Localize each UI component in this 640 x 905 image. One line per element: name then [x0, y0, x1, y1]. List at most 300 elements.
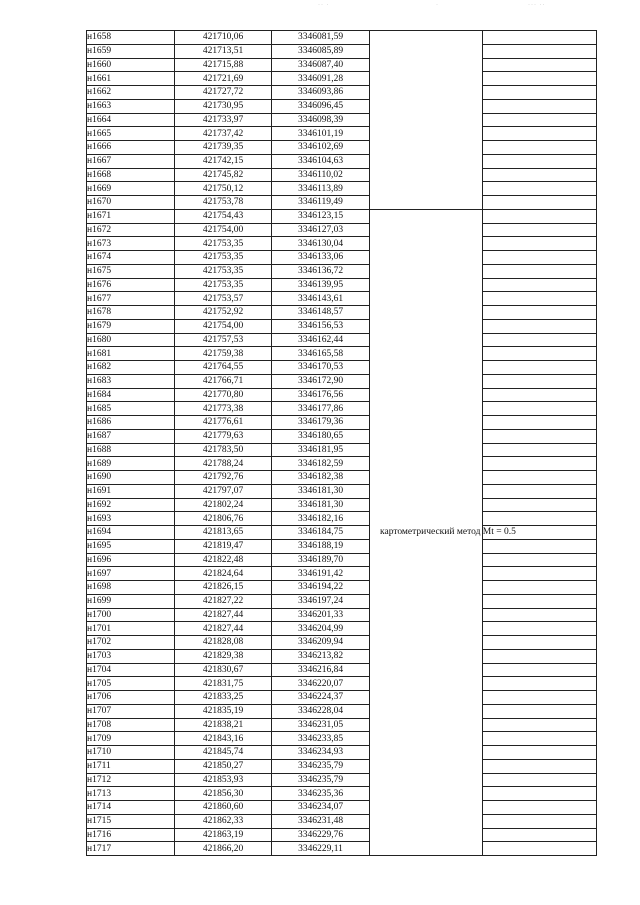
- table-row: [87, 801, 597, 815]
- point-id-cell: н1711: [87, 759, 175, 773]
- empty-cell: [483, 361, 597, 375]
- x-coordinate-cell: 421753,57: [175, 292, 272, 306]
- x-coordinate-cell: 421831,75: [175, 677, 272, 691]
- x-coordinate-cell: 421739,35: [175, 141, 272, 155]
- table-row: [87, 237, 597, 251]
- point-id-cell: н1697: [87, 567, 175, 581]
- y-coordinate-cell: 3346172,90: [272, 374, 370, 388]
- x-coordinate-cell: 421802,24: [175, 498, 272, 512]
- x-coordinate-cell: 421776,61: [175, 416, 272, 430]
- empty-cell: [483, 31, 597, 45]
- empty-cell: [483, 113, 597, 127]
- x-coordinate-cell: 421754,43: [175, 209, 272, 223]
- table-row: [87, 319, 597, 333]
- x-coordinate-cell: 421824,64: [175, 567, 272, 581]
- point-id-cell: н1684: [87, 388, 175, 402]
- empty-cell: [483, 512, 597, 526]
- x-coordinate-cell: 421863,19: [175, 828, 272, 842]
- table-row: [87, 86, 597, 100]
- table-row: [87, 704, 597, 718]
- point-id-cell: н1717: [87, 842, 175, 856]
- y-coordinate-cell: 3346224,37: [272, 691, 370, 705]
- empty-cell: [483, 251, 597, 265]
- y-coordinate-cell: 3346188,19: [272, 539, 370, 553]
- point-id-cell: н1703: [87, 649, 175, 663]
- y-coordinate-cell: 3346127,03: [272, 223, 370, 237]
- method-cell: [370, 209, 516, 855]
- table-row: [87, 828, 597, 842]
- empty-cell: [483, 471, 597, 485]
- y-coordinate-cell: 3346182,38: [272, 471, 370, 485]
- y-coordinate-cell: 3346176,56: [272, 388, 370, 402]
- y-coordinate-cell: 3346201,33: [272, 608, 370, 622]
- table-row: [87, 223, 597, 237]
- empty-cell: [483, 99, 597, 113]
- empty-cell: [483, 553, 597, 567]
- empty-cell: [483, 72, 597, 86]
- point-id-cell: н1699: [87, 594, 175, 608]
- table-row: [87, 388, 597, 402]
- point-id-cell: н1689: [87, 457, 175, 471]
- x-coordinate-cell: 421853,93: [175, 773, 272, 787]
- table-row: [87, 787, 597, 801]
- table-row: [87, 306, 597, 320]
- point-id-cell: н1686: [87, 416, 175, 430]
- table-row: [87, 539, 597, 553]
- y-coordinate-cell: 3346182,16: [272, 512, 370, 526]
- point-id-cell: н1690: [87, 471, 175, 485]
- y-coordinate-cell: 3346228,04: [272, 704, 370, 718]
- y-coordinate-cell: 3346209,94: [272, 636, 370, 650]
- empty-cell: [483, 141, 597, 155]
- table-row: [87, 44, 597, 58]
- empty-cell: [483, 622, 597, 636]
- table-row: [87, 251, 597, 265]
- y-coordinate-cell: 3346104,63: [272, 154, 370, 168]
- point-id-cell: н1677: [87, 292, 175, 306]
- table-row: [87, 361, 597, 375]
- table-row: [87, 622, 597, 636]
- point-id-cell: н1676: [87, 278, 175, 292]
- coordinates-table-body: [87, 31, 597, 856]
- y-coordinate-cell: 3346148,57: [272, 306, 370, 320]
- point-id-cell: н1682: [87, 361, 175, 375]
- y-coordinate-cell: 3346162,44: [272, 333, 370, 347]
- y-coordinate-cell: 3346189,70: [272, 553, 370, 567]
- y-coordinate-cell: 3346091,28: [272, 72, 370, 86]
- empty-cell: [483, 264, 597, 278]
- empty-cell: [483, 86, 597, 100]
- point-id-cell: н1704: [87, 663, 175, 677]
- table-row: [87, 72, 597, 86]
- x-coordinate-cell: 421850,27: [175, 759, 272, 773]
- y-coordinate-cell: 3346233,85: [272, 732, 370, 746]
- x-coordinate-cell: 421862,33: [175, 814, 272, 828]
- x-coordinate-cell: 421766,71: [175, 374, 272, 388]
- y-coordinate-cell: 3346085,89: [272, 44, 370, 58]
- y-coordinate-cell: 3346181,95: [272, 443, 370, 457]
- y-coordinate-cell: 3346143,61: [272, 292, 370, 306]
- x-coordinate-cell: 421827,44: [175, 608, 272, 622]
- empty-cell: [483, 677, 597, 691]
- point-id-cell: н1658: [87, 31, 175, 45]
- y-coordinate-cell: 3346194,22: [272, 581, 370, 595]
- table-row: [87, 99, 597, 113]
- table-row: [87, 677, 597, 691]
- point-id-cell: н1692: [87, 498, 175, 512]
- point-id-cell: н1702: [87, 636, 175, 650]
- y-coordinate-cell: 3346101,19: [272, 127, 370, 141]
- y-coordinate-cell: 3346234,07: [272, 801, 370, 815]
- point-id-cell: н1691: [87, 484, 175, 498]
- y-coordinate-cell: 3346098,39: [272, 113, 370, 127]
- point-id-cell: н1705: [87, 677, 175, 691]
- table-row: [87, 608, 597, 622]
- table-row: [87, 498, 597, 512]
- empty-cell: [483, 732, 597, 746]
- x-coordinate-cell: 421757,53: [175, 333, 272, 347]
- x-coordinate-cell: 421721,69: [175, 72, 272, 86]
- y-coordinate-cell: 3346182,59: [272, 457, 370, 471]
- empty-cell: [483, 842, 597, 856]
- empty-cell: [483, 787, 597, 801]
- empty-cell: [483, 374, 597, 388]
- empty-cell: [483, 402, 597, 416]
- table-row: [87, 663, 597, 677]
- empty-cell: [483, 306, 597, 320]
- x-coordinate-cell: 421830,67: [175, 663, 272, 677]
- point-id-cell: н1694: [87, 526, 175, 540]
- table-row: [87, 732, 597, 746]
- y-coordinate-cell: 3346087,40: [272, 58, 370, 72]
- x-coordinate-cell: 421856,30: [175, 787, 272, 801]
- point-id-cell: н1666: [87, 141, 175, 155]
- empty-cell: [483, 292, 597, 306]
- x-coordinate-cell: 421713,51: [175, 44, 272, 58]
- y-coordinate-cell: 3346177,86: [272, 402, 370, 416]
- empty-cell: [483, 347, 597, 361]
- table-row: [87, 649, 597, 663]
- empty-cell: [483, 58, 597, 72]
- empty-cell: [483, 608, 597, 622]
- x-coordinate-cell: 421753,35: [175, 278, 272, 292]
- x-coordinate-cell: 421745,82: [175, 168, 272, 182]
- point-id-cell: н1660: [87, 58, 175, 72]
- point-id-cell: н1701: [87, 622, 175, 636]
- table-row: [87, 457, 597, 471]
- y-coordinate-cell: 3346204,99: [272, 622, 370, 636]
- point-id-cell: н1669: [87, 182, 175, 196]
- x-coordinate-cell: 421753,35: [175, 237, 272, 251]
- y-coordinate-cell: 3346181,30: [272, 484, 370, 498]
- empty-cell: [483, 746, 597, 760]
- table-row: [87, 333, 597, 347]
- point-id-cell: н1681: [87, 347, 175, 361]
- point-id-cell: н1700: [87, 608, 175, 622]
- empty-cell: [483, 663, 597, 677]
- x-coordinate-cell: 421838,21: [175, 718, 272, 732]
- table-row: [87, 759, 597, 773]
- y-coordinate-cell: 3346235,79: [272, 759, 370, 773]
- empty-cell: [483, 828, 597, 842]
- y-coordinate-cell: 3346081,59: [272, 31, 370, 45]
- table-row: [87, 526, 597, 540]
- point-id-cell: н1675: [87, 264, 175, 278]
- x-coordinate-cell: 421843,16: [175, 732, 272, 746]
- point-id-cell: н1715: [87, 814, 175, 828]
- x-coordinate-cell: 421797,07: [175, 484, 272, 498]
- y-coordinate-cell: 3346179,36: [272, 416, 370, 430]
- table-row: [87, 471, 597, 485]
- table-row: [87, 168, 597, 182]
- x-coordinate-cell: 421806,76: [175, 512, 272, 526]
- table-row: [87, 402, 597, 416]
- table-row: [87, 746, 597, 760]
- method-label: картометрический метод Mt = 0.5: [380, 527, 516, 538]
- y-coordinate-cell: 3346229,76: [272, 828, 370, 842]
- point-id-cell: н1670: [87, 196, 175, 210]
- empty-cell: [483, 498, 597, 512]
- point-id-cell: н1674: [87, 251, 175, 265]
- point-id-cell: н1680: [87, 333, 175, 347]
- point-id-cell: н1716: [87, 828, 175, 842]
- table-row: [87, 484, 597, 498]
- empty-cell: [483, 429, 597, 443]
- x-coordinate-cell: 421715,88: [175, 58, 272, 72]
- empty-cell: [483, 704, 597, 718]
- empty-cell: [483, 636, 597, 650]
- x-coordinate-cell: 421753,78: [175, 196, 272, 210]
- x-coordinate-cell: 421764,55: [175, 361, 272, 375]
- x-coordinate-cell: 421753,35: [175, 251, 272, 265]
- x-coordinate-cell: 421788,24: [175, 457, 272, 471]
- method-cell-empty: [370, 31, 483, 210]
- empty-cell: [483, 581, 597, 595]
- y-coordinate-cell: 3346231,48: [272, 814, 370, 828]
- empty-cell: [483, 182, 597, 196]
- empty-cell: [483, 127, 597, 141]
- y-coordinate-cell: 3346220,07: [272, 677, 370, 691]
- table-row: [87, 443, 597, 457]
- x-coordinate-cell: 421779,63: [175, 429, 272, 443]
- table-row: [87, 718, 597, 732]
- empty-cell: [483, 196, 597, 210]
- y-coordinate-cell: 3346184,75: [272, 526, 370, 540]
- table-row: [87, 581, 597, 595]
- x-coordinate-cell: 421860,60: [175, 801, 272, 815]
- table-row: [87, 292, 597, 306]
- point-id-cell: н1712: [87, 773, 175, 787]
- table-row: [87, 31, 597, 45]
- x-coordinate-cell: 421730,95: [175, 99, 272, 113]
- x-coordinate-cell: 421733,97: [175, 113, 272, 127]
- y-coordinate-cell: 3346130,04: [272, 237, 370, 251]
- point-id-cell: н1708: [87, 718, 175, 732]
- point-id-cell: н1706: [87, 691, 175, 705]
- point-id-cell: н1696: [87, 553, 175, 567]
- x-coordinate-cell: 421737,42: [175, 127, 272, 141]
- point-id-cell: н1687: [87, 429, 175, 443]
- table-row: [87, 182, 597, 196]
- table-row: [87, 209, 597, 223]
- empty-cell: [483, 567, 597, 581]
- empty-cell: [483, 801, 597, 815]
- y-coordinate-cell: 3346235,36: [272, 787, 370, 801]
- table-row: [87, 842, 597, 856]
- y-coordinate-cell: 3346113,89: [272, 182, 370, 196]
- empty-cell: [483, 443, 597, 457]
- point-id-cell: н1688: [87, 443, 175, 457]
- empty-cell: [483, 223, 597, 237]
- point-id-cell: н1663: [87, 99, 175, 113]
- table-row: [87, 196, 597, 210]
- table-row: [87, 773, 597, 787]
- empty-cell: [483, 319, 597, 333]
- point-id-cell: н1713: [87, 787, 175, 801]
- x-coordinate-cell: 421710,06: [175, 31, 272, 45]
- empty-cell: [483, 649, 597, 663]
- empty-cell: [483, 594, 597, 608]
- table-row: [87, 416, 597, 430]
- x-coordinate-cell: 421866,20: [175, 842, 272, 856]
- table-row: [87, 278, 597, 292]
- empty-cell: [483, 484, 597, 498]
- empty-cell: [483, 388, 597, 402]
- y-coordinate-cell: 3346139,95: [272, 278, 370, 292]
- x-coordinate-cell: 421753,35: [175, 264, 272, 278]
- table-row: [87, 141, 597, 155]
- x-coordinate-cell: 421727,72: [175, 86, 272, 100]
- y-coordinate-cell: 3346093,86: [272, 86, 370, 100]
- point-id-cell: н1679: [87, 319, 175, 333]
- empty-cell: [483, 278, 597, 292]
- point-id-cell: н1673: [87, 237, 175, 251]
- empty-cell: [483, 44, 597, 58]
- y-coordinate-cell: 3346235,79: [272, 773, 370, 787]
- empty-cell: [483, 333, 597, 347]
- table-row: [87, 264, 597, 278]
- point-id-cell: н1664: [87, 113, 175, 127]
- point-id-cell: н1659: [87, 44, 175, 58]
- y-coordinate-cell: 3346136,72: [272, 264, 370, 278]
- point-id-cell: н1714: [87, 801, 175, 815]
- y-coordinate-cell: 3346133,06: [272, 251, 370, 265]
- y-coordinate-cell: 3346216,84: [272, 663, 370, 677]
- x-coordinate-cell: 421822,48: [175, 553, 272, 567]
- x-coordinate-cell: 421759,38: [175, 347, 272, 361]
- table-row: [87, 594, 597, 608]
- empty-cell: [483, 539, 597, 553]
- y-coordinate-cell: 3346096,45: [272, 99, 370, 113]
- scan-artifact: ·· ·: [318, 2, 330, 8]
- table-row: [87, 636, 597, 650]
- point-id-cell: н1698: [87, 581, 175, 595]
- table-row: [87, 567, 597, 581]
- table-row: [87, 58, 597, 72]
- point-id-cell: н1685: [87, 402, 175, 416]
- point-id-cell: н1709: [87, 732, 175, 746]
- empty-cell: [483, 209, 597, 223]
- y-coordinate-cell: 3346119,49: [272, 196, 370, 210]
- x-coordinate-cell: 421792,76: [175, 471, 272, 485]
- table-row: [87, 347, 597, 361]
- empty-cell: [483, 154, 597, 168]
- y-coordinate-cell: 3346156,53: [272, 319, 370, 333]
- table-row: [87, 814, 597, 828]
- x-coordinate-cell: 421845,74: [175, 746, 272, 760]
- y-coordinate-cell: 3346165,58: [272, 347, 370, 361]
- empty-cell: [483, 168, 597, 182]
- y-coordinate-cell: 3346123,15: [272, 209, 370, 223]
- x-coordinate-cell: 421826,15: [175, 581, 272, 595]
- x-coordinate-cell: 421754,00: [175, 319, 272, 333]
- point-id-cell: н1671: [87, 209, 175, 223]
- point-id-cell: н1678: [87, 306, 175, 320]
- empty-cell: [483, 416, 597, 430]
- x-coordinate-cell: 421773,38: [175, 402, 272, 416]
- table-row: [87, 512, 597, 526]
- x-coordinate-cell: 421828,08: [175, 636, 272, 650]
- y-coordinate-cell: 3346180,65: [272, 429, 370, 443]
- point-id-cell: н1695: [87, 539, 175, 553]
- point-id-cell: н1683: [87, 374, 175, 388]
- point-id-cell: н1662: [87, 86, 175, 100]
- y-coordinate-cell: 3346170,53: [272, 361, 370, 375]
- empty-cell: [483, 718, 597, 732]
- x-coordinate-cell: 421813,65: [175, 526, 272, 540]
- point-id-cell: н1665: [87, 127, 175, 141]
- y-coordinate-cell: 3346181,30: [272, 498, 370, 512]
- point-id-cell: н1667: [87, 154, 175, 168]
- x-coordinate-cell: 421829,38: [175, 649, 272, 663]
- table-row: [87, 553, 597, 567]
- table-row: [87, 429, 597, 443]
- y-coordinate-cell: 3346213,82: [272, 649, 370, 663]
- table-row: [87, 154, 597, 168]
- point-id-cell: н1710: [87, 746, 175, 760]
- empty-cell: [483, 691, 597, 705]
- point-id-cell: н1661: [87, 72, 175, 86]
- x-coordinate-cell: 421770,80: [175, 388, 272, 402]
- empty-cell: [483, 457, 597, 471]
- x-coordinate-cell: 421754,00: [175, 223, 272, 237]
- empty-cell: [483, 759, 597, 773]
- point-id-cell: н1693: [87, 512, 175, 526]
- y-coordinate-cell: 3346191,42: [272, 567, 370, 581]
- x-coordinate-cell: 421819,47: [175, 539, 272, 553]
- scan-artifact: ··· ··: [528, 2, 546, 8]
- x-coordinate-cell: 421833,25: [175, 691, 272, 705]
- table-row: [87, 113, 597, 127]
- y-coordinate-cell: 3346102,69: [272, 141, 370, 155]
- x-coordinate-cell: 421827,44: [175, 622, 272, 636]
- x-coordinate-cell: 421742,15: [175, 154, 272, 168]
- coordinates-table: [86, 30, 597, 856]
- x-coordinate-cell: 421835,19: [175, 704, 272, 718]
- x-coordinate-cell: 421752,92: [175, 306, 272, 320]
- table-row: [87, 374, 597, 388]
- table-row: [87, 691, 597, 705]
- y-coordinate-cell: 3346110,02: [272, 168, 370, 182]
- scan-artifact: ·: [436, 2, 439, 8]
- y-coordinate-cell: 3346234,93: [272, 746, 370, 760]
- point-id-cell: н1668: [87, 168, 175, 182]
- y-coordinate-cell: 3346197,24: [272, 594, 370, 608]
- x-coordinate-cell: 421827,22: [175, 594, 272, 608]
- y-coordinate-cell: 3346229,11: [272, 842, 370, 856]
- empty-cell: [483, 237, 597, 251]
- x-coordinate-cell: 421783,50: [175, 443, 272, 457]
